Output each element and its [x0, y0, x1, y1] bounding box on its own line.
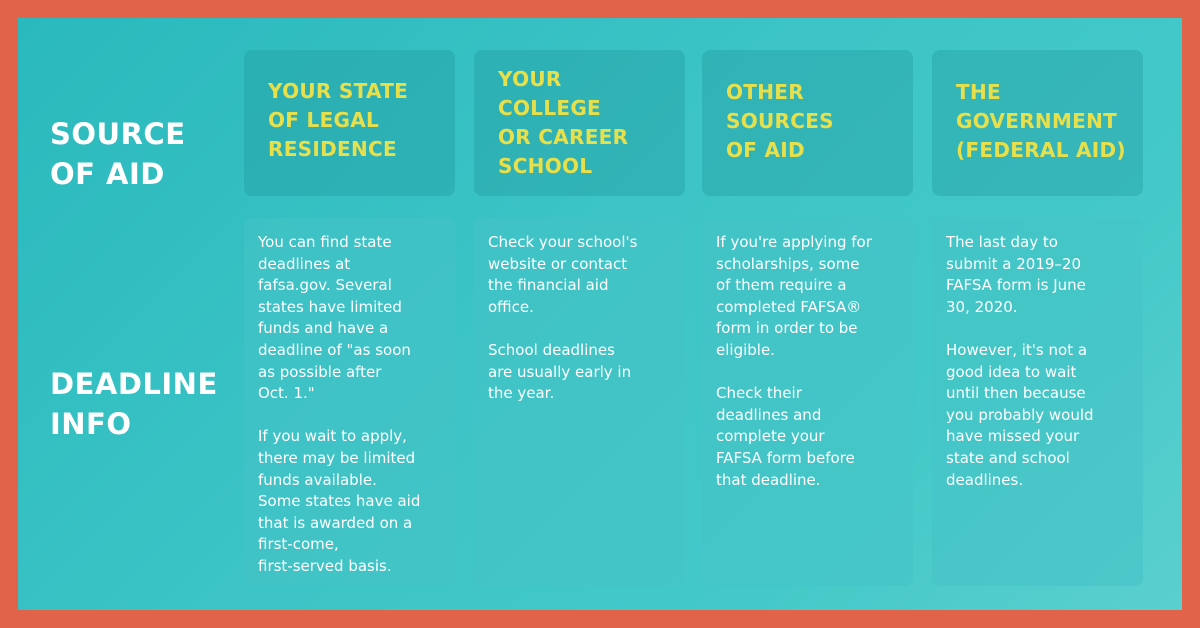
info-line: website or contact [488, 254, 628, 273]
info-line: deadlines at [258, 254, 351, 273]
info-line: FAFSA form before [716, 448, 855, 467]
info-line: first-served basis. [258, 556, 392, 575]
info-line: form in order to be [716, 319, 858, 338]
info-line: Oct. 1." [258, 384, 315, 403]
info-line: 30, 2020. [946, 297, 1018, 316]
header-title [268, 77, 445, 164]
info-line: Check their [716, 384, 802, 403]
info-line: If you wait to apply, [258, 427, 407, 446]
info-text [946, 232, 1137, 491]
info-line: You can find state [258, 233, 392, 251]
info-line: submit a 2019–20 [946, 254, 1081, 273]
info-line: deadline of "as soon [258, 340, 411, 359]
info-paragraph [946, 340, 1137, 491]
info-line: you probably would [946, 405, 1094, 424]
header-line: OR CAREER [498, 125, 629, 149]
info-line: have missed your [946, 427, 1080, 446]
header-line: THE [956, 80, 1001, 104]
header-line: COLLEGE [498, 96, 602, 120]
info-line: fafsa.gov. Several [258, 276, 392, 295]
info-paragraph [258, 426, 449, 577]
header-card-state [244, 50, 455, 196]
info-paragraph [488, 340, 679, 405]
info-line: state and school [946, 448, 1070, 467]
header-line: YOUR [498, 67, 562, 91]
row-label-line: INFO [50, 407, 132, 441]
info-text [258, 232, 449, 578]
info-line: deadlines. [946, 470, 1024, 489]
header-line: OTHER [726, 80, 804, 104]
infographic-panel [18, 18, 1182, 610]
info-line: The last day to [946, 233, 1058, 251]
info-line: the year. [488, 384, 555, 403]
row-label-line: DEADLINE [50, 367, 218, 401]
header-line: OF AID [726, 138, 805, 162]
info-line: complete your [716, 427, 825, 446]
header-line: RESIDENCE [268, 137, 397, 161]
header-line: SCHOOL [498, 154, 593, 178]
header-title [956, 78, 1133, 165]
info-line: Check your school's [488, 233, 638, 251]
info-line: until then because [946, 384, 1086, 403]
header-line: GOVERNMENT [956, 109, 1118, 133]
info-line: deadlines and [716, 405, 822, 424]
info-line: If you're applying for [716, 233, 872, 251]
header-title [498, 65, 675, 181]
header-line: YOUR STATE [268, 79, 409, 103]
header-line: OF LEGAL [268, 108, 380, 132]
info-line: that is awarded on a [258, 513, 413, 532]
info-text [488, 232, 679, 405]
info-line: funds and have a [258, 319, 389, 338]
info-paragraph [258, 232, 449, 405]
info-card-government [932, 218, 1143, 586]
info-line: eligible. [716, 340, 775, 359]
info-card-school [474, 218, 685, 586]
info-card-state [244, 218, 455, 586]
info-line: Some states have aid [258, 492, 421, 511]
info-line: the financial aid [488, 276, 609, 295]
info-line: good idea to wait [946, 362, 1077, 381]
info-line: states have limited [258, 297, 402, 316]
row-label-deadline-info [50, 364, 218, 444]
info-line: first-come, [258, 535, 339, 554]
info-line: are usually early in [488, 362, 632, 381]
info-line: However, it's not a [946, 340, 1088, 359]
header-card-government [932, 50, 1143, 196]
info-card-other-sources [702, 218, 913, 586]
info-paragraph [488, 232, 679, 318]
row-label-source-of-aid [50, 114, 186, 194]
info-line: as possible after [258, 362, 382, 381]
row-label-line: SOURCE [50, 117, 186, 151]
info-paragraph [946, 232, 1137, 318]
info-text [716, 232, 907, 491]
info-line: scholarships, some [716, 254, 860, 273]
info-line: that deadline. [716, 470, 821, 489]
header-title [726, 78, 903, 165]
info-line: office. [488, 297, 534, 316]
info-paragraph [716, 232, 907, 362]
info-line: School deadlines [488, 340, 615, 359]
header-card-other-sources [702, 50, 913, 196]
info-line: completed FAFSA® [716, 297, 862, 316]
info-line: of them require a [716, 276, 847, 295]
info-line: there may be limited [258, 448, 416, 467]
header-line: (FEDERAL AID) [956, 138, 1126, 162]
info-paragraph [716, 383, 907, 491]
header-card-school [474, 50, 685, 196]
info-line: FAFSA form is June [946, 276, 1086, 295]
header-line: SOURCES [726, 109, 834, 133]
row-label-line: OF AID [50, 157, 165, 191]
info-line: funds available. [258, 470, 377, 489]
